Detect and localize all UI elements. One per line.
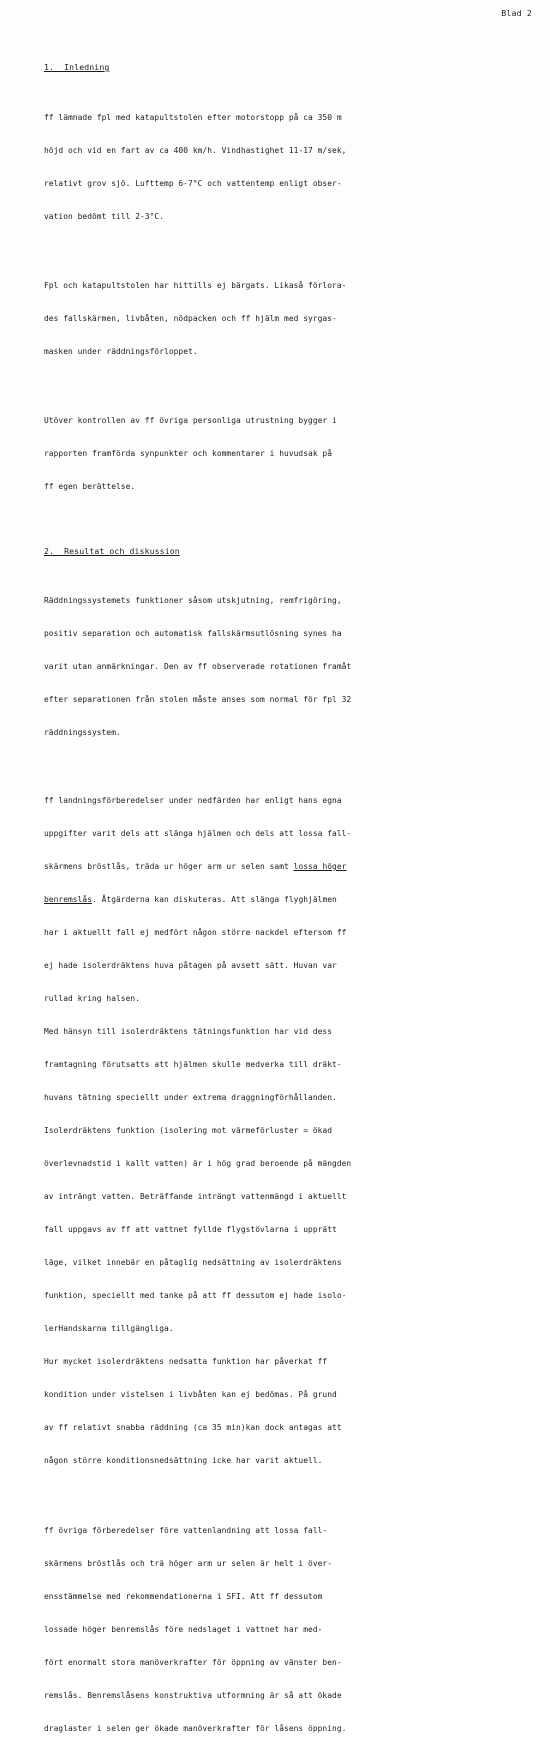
- intro-paragraph-3: [44, 393, 514, 514]
- text-line: har i aktuellt fall ej medfört någon större nackdel eftersom ff: [44, 928, 347, 937]
- text-line: Hur mycket isolerdräktens nedsatta funktion har påverkat ff: [44, 1357, 328, 1366]
- text-line: lossade höger benremslås före nedslaget i vattnet har med-: [44, 1625, 323, 1634]
- text-line: överlevnadstid i kallt vatten) är i hög grad beroende på mängden: [44, 1159, 352, 1168]
- text-line: masken under räddningsförloppet.: [44, 347, 198, 356]
- text-line: framtagning förutsatts att hjälmen skulle medverka till dräkt-: [44, 1060, 342, 1069]
- text-line: [44, 894, 514, 905]
- underlined-text: benremslås: [44, 895, 93, 904]
- text-line: vation bedömt till 2-3°C.: [44, 212, 165, 221]
- text-line: räddningssystem.: [44, 728, 121, 737]
- text-line: efter separationen från stolen måste anses som normal för fpl 32: [44, 695, 352, 704]
- text-line: relativt grov sjö. Lufttemp 6-7°C och vattentemp enligt obser-: [44, 179, 342, 188]
- text-line: kondition under vistelsen i livbåten kan ej bedömas. På grund: [44, 1390, 337, 1399]
- text-line: rullad kring halsen.: [44, 994, 141, 1003]
- intro-paragraph-2: [44, 258, 514, 379]
- text-line: höjd och vid en fart av ca 400 km/h. Vindhastighet 11-17 m/sek,: [44, 146, 347, 155]
- text-line: Räddningssystemets funktioner såsom utskjutning, remfrigöring,: [44, 596, 342, 605]
- text-line: lerHandskarna tillgängliga.: [44, 1324, 174, 1333]
- text-line: läge, vilket innebär en påtaglig nedsättning av isolerdräktens: [44, 1258, 342, 1267]
- text-line: skärmens bröstlås och trä höger arm ur selen är helt i över-: [44, 1559, 333, 1568]
- text-line: fört enormalt stora manöverkrafter för öppning av vänster ben-: [44, 1658, 342, 1667]
- intro-paragraph-1: [44, 90, 514, 244]
- text-line: ff egen berättelse.: [44, 482, 136, 491]
- results-paragraph-1: [44, 573, 514, 760]
- text-line: des fallskärmen, livbåten, nödpacken och ff hjälm med syrgas-: [44, 314, 337, 323]
- text-line: ff landningsförberedelser under nedfärden har enligt hans egna: [44, 796, 342, 805]
- text-line: uppgifter varit dels att slänga hjälmen och dels att lossa fall-: [44, 829, 352, 838]
- page-number: Blad 2: [501, 8, 532, 18]
- text-segment: skärmens bröstlås, träda ur höger arm ur selen samt: [44, 862, 294, 871]
- text-line: [44, 861, 514, 872]
- text-line: någon större konditionsnedsättning icke har varit aktuell.: [44, 1456, 323, 1465]
- text-line: Fpl och katapultstolen har hittills ej bärgats. Likaså förlora-: [44, 281, 347, 290]
- text-line: av inträngt vatten. Beträffande inträngt vattenmängd i aktuellt: [44, 1192, 347, 1201]
- text-line: ff övriga förberedelser före vattenlandning att lossa fall-: [44, 1526, 328, 1535]
- text-line: ensstämmelse med rekommendationerna i SFI. Att ff dessutom: [44, 1592, 323, 1601]
- text-line: funktion, speciellt med tanke på att ff dessutom ej hade isolo-: [44, 1291, 347, 1300]
- text-line: Utöver kontrollen av ff övriga personliga utrustning bygger i: [44, 416, 337, 425]
- text-line: Med hänsyn till isolerdräktens tätningsfunktion har vid dess: [44, 1027, 333, 1036]
- text-line: remslås. Benremslåsens konstruktiva utformning är så att ökade: [44, 1691, 342, 1700]
- text-line: varit utan anmärkningar. Den av ff observerade rotationen framåt: [44, 662, 352, 671]
- text-line: huvans tätning speciellt under extrema draggningförhållanden.: [44, 1093, 337, 1102]
- text-line: ej hade isolerdräktens huva påtagen på avsett sätt. Huvan var: [44, 961, 337, 970]
- text-line: av ff relativt snabba räddning (ca 35 min)kan dock antagas att: [44, 1423, 342, 1432]
- section-heading-results: 2. Resultat och diskussion: [44, 546, 180, 556]
- text-line: ff lämnade fpl med katapultstolen efter motorstopp på ca 350 m: [44, 113, 342, 122]
- text-line: draglaster i selen ger ökade manöverkrafter för låsens öppning.: [44, 1724, 347, 1733]
- section-heading-intro: 1. Inledning: [44, 62, 110, 72]
- underlined-text: lossa höger: [293, 862, 347, 871]
- text-segment: . Åtgärderna kan diskuteras. Att slänga flyghjälmen: [92, 895, 337, 904]
- text-line: Isolerdräktens funktion (isolering mot värmeförluster = ökad: [44, 1126, 333, 1135]
- text-line: positiv separation och automatisk fallskärmsutlösning synes ha: [44, 629, 342, 638]
- results-paragraph-3: [44, 1503, 514, 1756]
- results-paragraph-2: [44, 773, 514, 1488]
- text-line: fall uppgavs av ff att vattnet fyllde flygstövlarna i upprätt: [44, 1225, 337, 1234]
- text-line: rapporten framförda synpunkter och kommentarer i huvudsak på: [44, 449, 333, 458]
- document-body: [44, 62, 514, 1756]
